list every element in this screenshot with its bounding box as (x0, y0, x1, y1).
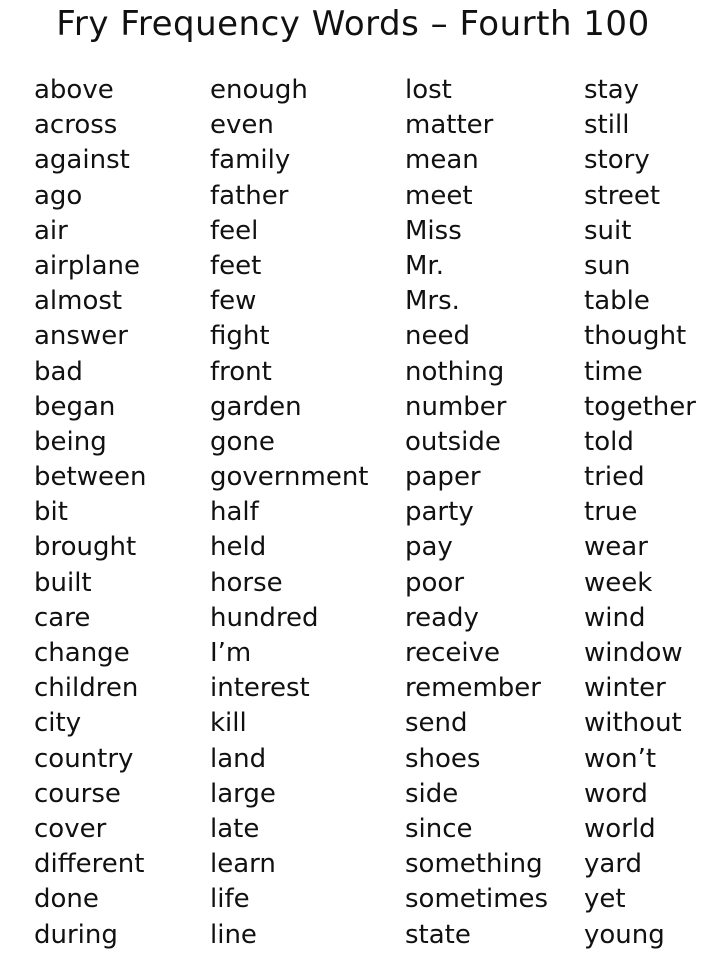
sight-word: ago (34, 180, 83, 211)
sight-word: half (210, 497, 259, 528)
sight-word: wind (584, 602, 646, 633)
word-column-4 (584, 73, 696, 953)
sight-word: tried (584, 462, 645, 493)
sight-word: bit (34, 497, 68, 528)
sight-word: lost (405, 75, 452, 105)
sight-word: without (584, 708, 682, 739)
sight-word: hundred (210, 602, 319, 633)
sight-word: family (210, 145, 291, 176)
sight-word: above (34, 75, 114, 105)
sight-word: being (34, 426, 107, 457)
sight-word: yard (584, 849, 643, 880)
sight-word: stay (584, 75, 640, 105)
sight-word: brought (34, 532, 137, 563)
sight-word: nothing (405, 356, 505, 387)
sight-word: learn (210, 849, 276, 880)
sight-word: against (34, 145, 130, 176)
sight-word: feel (210, 215, 259, 246)
sight-word: sun (584, 250, 631, 281)
sight-word: course (34, 778, 121, 809)
sight-word: held (210, 532, 267, 563)
sight-word: time (584, 356, 643, 387)
sight-word: sometimes (405, 884, 549, 915)
sight-word: won’t (584, 743, 657, 774)
sight-word: pay (405, 532, 453, 563)
sight-word: street (584, 180, 661, 211)
word-column-2 (210, 73, 369, 953)
sight-word: meet (405, 180, 473, 211)
sight-word: line (210, 919, 257, 950)
word-column-3 (405, 73, 548, 953)
sight-word: late (210, 813, 260, 844)
sight-word: need (405, 321, 470, 352)
sight-word: Mr. (405, 250, 444, 281)
sight-word: party (405, 497, 474, 528)
sight-word: across (34, 110, 118, 141)
sight-word: together (584, 391, 696, 422)
sight-word: between (34, 462, 147, 493)
sight-word: change (34, 638, 130, 668)
sight-word: done (34, 884, 99, 915)
sight-word: something (405, 849, 543, 880)
sight-word: horse (210, 567, 283, 598)
sight-word: city (34, 708, 82, 739)
sight-word: matter (405, 110, 494, 141)
sight-word: poor (405, 567, 465, 598)
sight-word: ready (405, 602, 479, 633)
sight-word: began (34, 391, 116, 422)
sight-word: told (584, 426, 634, 457)
sight-word: I’m (210, 638, 252, 668)
sight-word: front (210, 356, 272, 387)
word-column-1 (34, 73, 146, 953)
sight-word: interest (210, 673, 310, 704)
sight-word: different (34, 849, 145, 880)
sight-word: table (584, 286, 650, 317)
sight-word: feet (210, 250, 262, 281)
sight-word: answer (34, 321, 128, 352)
sight-word: still (584, 110, 630, 141)
sight-word: young (584, 919, 665, 950)
sight-word: side (405, 778, 459, 809)
sight-word: gone (210, 426, 275, 457)
sight-word: week (584, 567, 653, 598)
sight-word: kill (210, 708, 247, 739)
sight-word: word (584, 778, 648, 809)
sight-word: life (210, 884, 250, 915)
sight-word: land (210, 743, 267, 774)
sight-word: father (210, 180, 289, 211)
sight-word: receive (405, 638, 501, 668)
sight-word: outside (405, 426, 501, 457)
sight-word: children (34, 673, 139, 704)
sight-word: country (34, 743, 134, 774)
sight-word: Miss (405, 215, 462, 246)
sight-word: cover (34, 813, 107, 844)
sight-word: during (34, 919, 118, 950)
word-columns (0, 73, 720, 953)
sight-word: garden (210, 391, 302, 422)
sight-word: bad (34, 356, 83, 387)
sight-word: air (34, 215, 68, 246)
sight-word: winter (584, 673, 666, 704)
sight-word: window (584, 638, 683, 668)
sight-word: number (405, 391, 507, 422)
sight-word: enough (210, 75, 308, 105)
sight-word: yet (584, 884, 626, 915)
sight-word: send (405, 708, 468, 739)
sight-word: airplane (34, 250, 140, 281)
sight-word: true (584, 497, 638, 528)
sight-word: since (405, 813, 473, 844)
sight-word: suit (584, 215, 632, 246)
sight-word: paper (405, 462, 481, 493)
sight-word: state (405, 919, 471, 950)
sight-word: large (210, 778, 276, 809)
sight-word: care (34, 602, 91, 633)
sight-word: few (210, 286, 257, 317)
sight-word: remember (405, 673, 541, 704)
sight-word: government (210, 462, 369, 493)
sight-word: story (584, 145, 650, 176)
sight-word: Mrs. (405, 286, 460, 317)
sight-word: wear (584, 532, 648, 563)
sight-word: fight (210, 321, 270, 352)
sight-word: even (210, 110, 274, 141)
sight-word: thought (584, 321, 687, 352)
page-title: Fry Frequency Words – Fourth 100 (56, 4, 650, 44)
sight-word: mean (405, 145, 479, 176)
sight-word: built (34, 567, 92, 598)
sight-word: world (584, 813, 656, 844)
sight-word: almost (34, 286, 123, 317)
sight-word: shoes (405, 743, 481, 774)
